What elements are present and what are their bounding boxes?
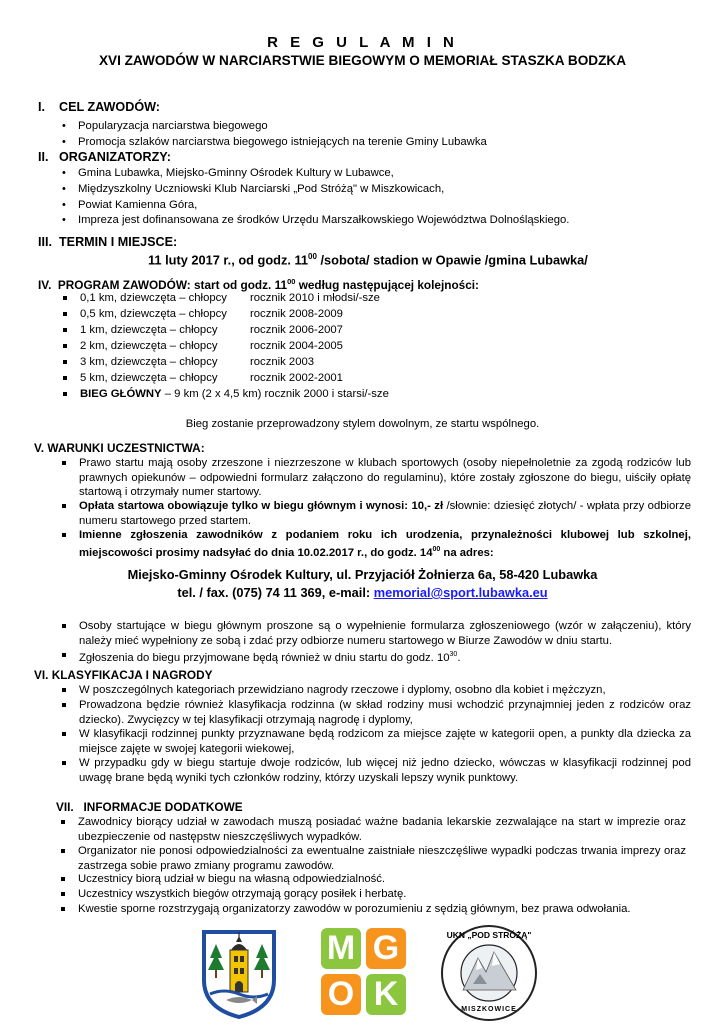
list-item: Organizator nie ponosi odpowiedzialności za ewentualne zaistniałe nieszczęśliwe wypadki podczas trwania imprezy oraz zastrzega sobie prawo zmiany programu zawodów. — [78, 845, 686, 872]
warunki-paragraph: Prawo startu mają osoby zrzeszone i niezrzeszone w klubach sportowych (osoby niepełnoletnie za zgodą rodziców lub prawnych opiekunów – odpowiedni formularz załączono do regulaminu), które zostały zgłoszone do biegu, uiściły opłatę startową i otrzymały numer startowy. — [79, 457, 691, 498]
ukn-logo-top-text: UKN „POD STRÓŻĄ" — [446, 930, 532, 940]
section-heading-informacje: VII. INFORMACJE DODATKOWE — [56, 800, 243, 814]
list-item: • Impreza jest dofinansowana ze środków Urzędu Marszałkowskiego Województwa Dolnośląskiego. — [78, 213, 569, 228]
warunki-paragraph: Osoby startujące w biegu głównym proszone są o wypełnienie formularza zgłoszeniowego (wzór w załączeniu), który należy mieć wypełniony ze sobą i zdać przy odbiorze numeru startowego w Biurze Zawodów w dniu startu. — [79, 620, 691, 647]
warunki-paragraph: Zgłoszenia do biegu przyjmowane będą również w dniu startu do godz. $10^{30}$. — [79, 648, 691, 665]
list-item: • Gmina Lubawka, Miejsko-Gminny Ośrodek Kultury w Lubawce, — [78, 166, 394, 181]
list-item: Uczestnicy biorą udział w biegu na własną odpowiedzialność. — [78, 872, 686, 887]
warunki-paragraph: Opłata startowa obowiązuje tylko w biegu głównym i wynosi: 10,- zł /słownie: dziesięć złotych/ - wpłata przy odbiorze numeru startowego przed startem. — [79, 500, 691, 527]
document-subtitle: XVI ZAWODÓW W NARCIARSTWIE BIEGOWYM O MEMORIAŁ STASZKA BODZKA — [98, 53, 627, 68]
list-item: Prowadzona będzie również klasyfikacja rodzinna (w skład rodziny musi wchodzić przynajmniej jeden z rodziców oraz dziecko). Zwycięzcy w tej klasyfikacji otrzymają nagrodę i dyplomy, — [79, 699, 691, 726]
list-item: • Międzyszkolny Uczniowski Klub Narciarski „Pod Stróżą" w Miszkowicach, — [78, 182, 444, 197]
program-row: 3 km, dziewczęta – chłopcy rocznik 2003 — [80, 356, 315, 368]
warunki-paragraph: Imienne zgłoszenia zawodników z podaniem roku ich urodzenia, przynależności klubowej lub szkolnej, miejscowości prosimy nadsyłać do dnia 10.02.2017 r., do godz. $14^{00}$ na adres: — [79, 529, 691, 559]
mgok-letter-m: M — [321, 928, 361, 969]
list-item: • Powiat Kamienna Góra, — [78, 198, 197, 213]
section-heading-warunki: V. WARUNKI UCZESTNICTWA: — [34, 441, 205, 455]
program-row: 2 km, dziewczęta – chłopcy rocznik 2004-2005 — [80, 340, 343, 352]
document-title: R E G U L A M I N — [267, 34, 458, 51]
list-item: W klasyfikacji rodzinnej punkty przyznawane będą rodzicom za miejsce zajęte w kategorii open, a punkty dla dziecka za miejsce zajęte w swojej kategorii wiekowej, — [79, 728, 691, 755]
list-item: Kwestie sporne rozstrzygają organizatorzy zawodów w porozumieniu z sędzią głównym, bez prawa odwołania. — [78, 902, 686, 917]
mgok-letter-k: K — [366, 974, 406, 1015]
event-date-line: 11 luty 2017 r., od godz. $11^{00}$ /sobota/ stadion w Opawie /gmina Lubawka/ — [148, 252, 588, 268]
list-item: • Popularyzacja narciarstwa biegowego — [78, 119, 268, 134]
program-note: Bieg zostanie przeprowadzony stylem dowolnym, ze startu wspólnego. — [185, 418, 540, 430]
address-line: Miejsko-Gminny Ośrodek Kultury, ul. Przyjaciół Żołnierza 6a, 58-420 Lubawka — [127, 567, 598, 582]
email-link[interactable]: memorial@sport.lubawka.eu — [373, 585, 548, 600]
lubawka-coat-of-arms-logo — [200, 928, 278, 1020]
list-item: • Promocja szlaków narciarstwa biegowego istniejących na terenie Gminy Lubawka — [78, 135, 487, 150]
section-heading-organizatorzy: II. ORGANIZATORZY: — [38, 150, 171, 164]
mgok-letter-g: G — [366, 928, 406, 969]
list-item: W przypadku gdy w biegu startuje dwoje rodziców, lub więcej niż jedno dziecko, wówczas w klasyfikacji rodzinnej pod uwagę brane będą wyniki tych członków rodziny, którzy uzyskali lepszy wynik punktowy. — [79, 757, 691, 784]
ukn-pod-stroza-logo — [440, 924, 538, 1022]
mgok-logo — [321, 928, 407, 1016]
ukn-logo-bottom-text: MISZKOWICE — [461, 1006, 517, 1013]
program-row: 0,5 km, dziewczęta – chłopcy rocznik 2008-2009 — [80, 308, 343, 320]
list-item: W poszczególnych kategoriach przewidziano nagrody rzeczowe i dyplomy, osobno dla kobiet i mężczyzn, — [79, 683, 691, 698]
program-row: 5 km, dziewczęta – chłopcy rocznik 2002-2001 — [80, 372, 343, 384]
list-item: Uczestnicy wszystkich biegów otrzymają gorący posiłek i herbatę. — [78, 887, 686, 902]
list-item: Zawodnicy biorący udział w zawodach muszą posiadać ważne badania lekarskie zezwalające na start w imprezie oraz ubezpieczenie od następstw nieszczęśliwych wypadków. — [78, 816, 686, 843]
program-row: 0,1 km, dziewczęta – chłopcy rocznik 2010 i młodsi/-sze — [80, 292, 380, 304]
contact-line: tel. / fax. (075) 74 11 369, e-mail: memorial@sport.lubawka.eu — [177, 585, 548, 600]
mgok-letter-o: O — [321, 974, 361, 1015]
section-heading-termin: III. TERMIN I MIEJSCE: — [38, 235, 178, 249]
program-row-main: BIEG GŁÓWNY – 9 km (2 x 4,5 km) rocznik 2000 i starsi/-sze — [80, 388, 389, 400]
program-row: 1 km, dziewczęta – chłopcy rocznik 2006-2007 — [80, 324, 343, 336]
section-heading-program: IV. PROGRAM ZAWODÓW: start od godz. $11^{00}$ według następującej kolejności: — [38, 277, 479, 292]
section-heading-klasyfikacja: VI. KLASYFIKACJA I NAGRODY — [34, 668, 213, 682]
section-heading-cel: I. CEL ZAWODÓW: — [38, 100, 160, 114]
